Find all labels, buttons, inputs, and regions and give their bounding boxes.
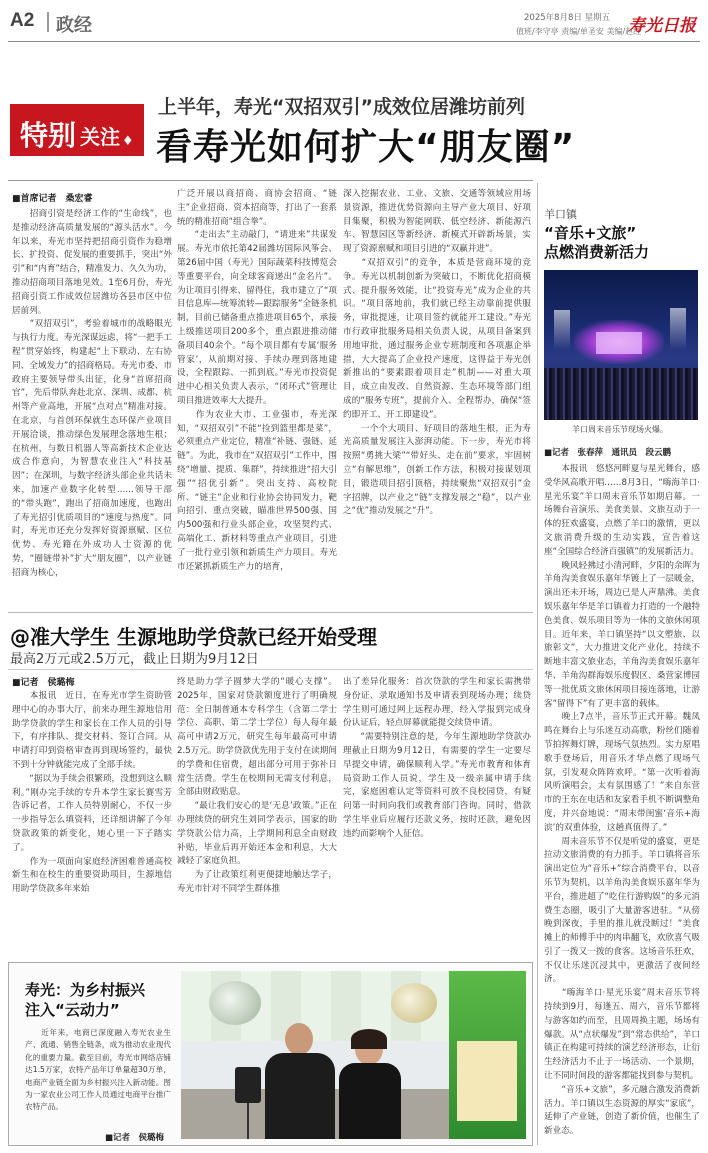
phone-on-tripod: [235, 1067, 261, 1103]
special-subheadline: 上半年，寿光“双招双引”成效位居潍坊前列: [158, 96, 525, 118]
man-head: [285, 1023, 313, 1055]
loan-subheadline: 最高2万元或2.5万元，截止日期为9月12日: [10, 652, 259, 667]
loan-top-rule: [8, 612, 533, 613]
masthead: [0, 0, 708, 40]
melon-left: [209, 981, 261, 1025]
main-article-col1: 招商引资是经济工作的“生命线”，也是推动经济高质量发展的“源头活水”。今年以来，寿光市坚持把招商引资作为稳增长、扩投资、促发展的重要抓手，突出“外引”和“内育”结合，精准发力、久久为功，推动招商项目落地见效。1至6月份，寿光招商引资工作成效位居潍坊各县市区中位居前列。 “双招双引”，考验着城市的战略眼光与执行力度。寿光深谋远虑，将“一把手工程”贯穿始终，构建起“上下联动、左右协同、全域发力”的招商格局。寿光市委、市政府主要领导带头出征，化身“首席招商官”，先后带队奔赴北京、深圳、成都、杭州等产业高地，开展“点对点”精准对接。在北京，与首创环保就生态环保产业项目开展洽谈，推动绿色发展理念落地生根；在杭州，与数日机器人等高新技术企业达成合作意向，为智慧农业注入“科技基因”；在深圳，与数字经济头部企业共话未来，加速产业数字化转型……领导干部的“带头跑”，跑出了招商加速度，也跑出了寿光招引优质项目的“速度与热度”。同时，寿光市还充分发挥好资源禀赋、区位优势、寿光籍在外成功人士资源的优势，“圈链带补”扩大“朋友圈”，以产业链招商为核心，: [12, 209, 172, 578]
special-focus-tag: [10, 104, 144, 156]
rural-body: 近年来，电商已深度融入寿光农业生产、流通、销售全链条，成为推动农业现代化的重要力量。截至目前，寿光市网络店铺达1.5万家，农特产品年订单量超30万单，电商产业链全面为乡村振兴注入新动能。图为一家农业公司工作人员通过电商平台推广农特产品。: [25, 1028, 171, 1112]
issue-date: 2025年8月8日 星期五: [524, 13, 611, 23]
sidebar-location: 羊口镇: [544, 208, 577, 221]
sidebar-byline: ■记者 张春萍 通讯员 段云鹏: [544, 448, 672, 458]
main-byline: ■首席记者 桑宏睿: [12, 194, 93, 204]
rural-byline: ■记者 侯璐梅: [105, 1133, 165, 1143]
sidebar-title-line2: 点燃消费新活力: [544, 243, 650, 261]
sidebar-divider: [537, 183, 538, 1145]
special-tag-sub: 关注: [80, 125, 120, 149]
crowd: [544, 368, 698, 420]
bell-icon: ♦: [122, 134, 134, 149]
loan-article-col2: 终是助力学子圆梦大学的“暖心支撑”。2025年，国家对贷款额度进行了明确规范：全日制普通本专科学生（含第二学士学位、高职、第二学士学位）每人每年最高可申请2万元，研究生每年最高可申请2.5万元。助学贷款优先用于支付在读期间的学费和住宿费，超出部分可用于弥补日常生活费。学生在校期间无需支付利息，全部由财政贴息。 “最让我们安心的是‘无息’政策。”正在办理续贷的研究生刘同学表示，国家的助学贷款公信力高，上学期间利息全由财政补贴，毕业后再开始还本金和利息，大大减轻了家庭负担。 为了让政策红利更便捷地触达学子，寿光市针对不同学生群体推: [177, 677, 337, 894]
photo-caption: 羊口周末音乐节现场火爆。: [572, 425, 668, 434]
banner-bottom-rule: [8, 180, 533, 181]
main-article-col2: 广泛开展以商招商、商协会招商、“链主”企业招商、资本招商等，打出了一套系统的精准招商“组合拳”。 “走出去”主动敲门，“请进来”共谋发展。寿光市依托第42届潍坊国际风筝会、第26届中国（寿光）国际蔬菜科技博览会等重要平台，向全球客商递出“金名片”。为让项目引得来、留得住，我市建立了“项目信息库—统筹流转—跟踪服务”全链条机制，目前已储备重点推进项目65个，承接上级推送项目200多个，重点跟进推动储备项目40余个。“每个项目都有专属‘服务管家’，从前期对接、手续办理到落地建设，全程跟踪、一抓到底。”寿光市投资促进中心相关负责人表示，“闭环式”管理让项目推进效率大大提升。 作为农业大市、工业强市，寿光深知，“双招双引”不能“捡到篮里都是菜”，必须重点产业定位，精准“补链、强链、延链”。为此，我市在“双招双引”工作中，围绕“增量、提质、集群”，持续推进“招大引强”“招优引新”。突出支持、高校院所、“链主”企业和行业协会协同发力，靶向招引、重点突破，瞄准世界500强、国内500强和行业头部企业，攻坚契约式、高端化工、新材料等重点产业项目，引进了一批行业引领和新质生产力项目。寿光市还紧抓新质生产力的培育，: [177, 189, 337, 572]
rural-headline-line1: 寿光：为乡村振兴: [25, 981, 146, 999]
paper-logo: 寿光日报: [628, 16, 696, 36]
page-number: A2: [10, 10, 35, 31]
rural-photo-box: [8, 962, 533, 1146]
woman-hair: [351, 1029, 387, 1049]
sidebar-body: 本报讯 悠悠河畔夏与星光舞台，感受华风高歌开唱……8月3日，“嗨海羊口·星光乐宴”羊口周末音乐节如期启幕。一场舞台音演乐、美食美景、文旅互动于一体的狂欢盛宴，点燃了羊口的激情，更以文旅消费升级的生动实践，宣告着这座“全国综合经济百强镇”的发展新活力。 晚风轻拂过小清河畔，夕阳的余晖为羊角沟美食娱乐嘉年华镀上了一层暖金，演出还未开场，周边已是人声鼎沸。美食娱乐嘉年华是羊口镇着力打造的一个融特色美食、娱乐项目等为一体的文旅休闲项目。近年来，羊口镇坚持“以文塑旅、以旅彰文”，大力推进文化产业化，持续不断地丰富文旅业态，羊角沟美食娱乐嘉年华、羊角沟群海娱乐度假区、桑营家博园等一批优质文旅休闲项目接连落地，让游客“留得下”有了更丰富的载体。 晚上7点半，音乐节正式开幕。魏凤鸣在舞台上与乐迷互动高歌，粉丝们随着节拍挥舞灯牌，现场气氛热烈。实力原唱歌手登场后，用音乐才华点燃了现场气氛，引发观众阵阵欢呼。“第一次听着海风听演唱会，太有氛围感了！”来自东营市的王东在电话和友家看手机不断调整角度，并兴奋地说：“周末带闺蜜‘音乐+海滨’的双重体验，这趟真值得了。” 周末音乐节不仅是听觉的盛宴，更是拉动文旅消费的有力抓手。羊口镇将音乐演出定位为“音乐+”综合消费平台，以音乐节为契机，以羊角沟美食娱乐嘉年华为平台，推进超了“吃住行游购娱”的多元消费生态圈，吸引了大量游客进驻。“从傍晚到深夜，手里的推儿就没断过！”美食摊上的师傅手中的肉串翻飞，欢欣喜气吸引了一拨又一拨的食客。这场音乐狂欢，不仅让乐迷沉浸其中，更激活了夜间经济。 “嗨海羊口·星光乐宴”周末音乐节将持续到9月，每逢五、周六，音乐节都将与游客如约而至，且周周换主题，场场有爆款。从“点状爆发”到“常态供给”，羊口镇正在构建可持续的演艺经济形态，让衍生经济活力不止于一场活动、一个景期，让不同时间段的游客都能找到参与契机。 “音乐+文旅”，多元融合激发消费新活力。羊口镇以生态资源的厚实“家底”，延伸了产业链，创造了新价值，也催生了新业态。: [544, 464, 700, 1137]
melon-right: [391, 983, 437, 1023]
main-article-col3: 深入挖掘农业、工业、文旅、交通等领域应用场景资源，推进优势资源向主导产业大项目、好项目集聚，积极为智能网联、低空经济、新能源汽车、智慧园区等新经济、新模式开辟新场景，实现了资源禀赋和项目引进的“双赢并进”。 “双招双引”的竞争，本质是营商环境的竞争。寿光以机制创新为突破口，不断优化招商模式、提升服务效能，让“投资寿光”成为企业的共识。“项目落地前，我们就已经主动靠前提供服务，审批提速，让项目签约就能开工建设。”寿光市行政审批服务局相关负责人说，从项目备案到用地审批，通过服务企业专班制度和各项惠企举措，大大提高了企业投产速度，这得益于寿光创新推出的“要素跟着项目走”机制——对重大项目，成立由发改、自然资源、生态环境等部门组成的“服务专班”，提前介入、全程帮办，确保“签约即开工、开工即建设”。 一个个大项目、好项目的落地生根，正为寿光高质量发展注入澎湃动能。下一步，寿光市将按照“勇挑大梁”“带好头、走在前”要求，牢固树立“有解思维”，创新工作方法，积极对接谋划项目，锻造项目招引顶格，持续聚焦“双招双引”金字招牌，以产业之“链”支撑发展之“稳”，以产业之“优”推动发展之“升”。: [343, 189, 531, 517]
loan-headline: @准大学生 生源地助学贷款已经开始受理: [10, 625, 377, 649]
loan-subhead-rule: [8, 669, 533, 670]
rural-headline-line2: 注入“云动力”: [25, 1001, 120, 1019]
tripod-stand: [247, 1103, 249, 1139]
stage-screen: [596, 332, 642, 354]
poster-panel: [457, 1041, 517, 1121]
special-headline: 看寿光如何扩大“朋友圈”: [156, 127, 576, 168]
livestream-photo: [181, 971, 526, 1139]
special-tag-main: 特别: [20, 119, 77, 152]
editor-credits: 值班/李守亭 责编/单圣安 美编/赵红: [516, 27, 642, 36]
masthead-rule: [8, 41, 700, 42]
concert-photo: [544, 270, 698, 420]
sidebar-title-line1: “音乐+文旅”: [544, 224, 637, 242]
spotlight-left: [554, 310, 570, 350]
loan-article-col3: 出了差异化服务：首次贷款的学生和家长需携带身份证、录取通知书及申请表到现场办理；续贷学生则可通过网上远程办理，经入学报到完成身份认证后，轻点屏幕就能提交续贷申请。 “需要特别注意的是，今年生源地助学贷款办理截止日期为9月12日，有需要的学生一定要尽早提交申请，确保顺利入学。”寿光市教育和体育局资助工作人员说，学生及一级亲属申请手续完，家庭困难认定等资料可放不良校园贷，有疑问第一时间向我们或教育部门咨询。同时，借款学生毕业后应履行还款义务，按时还款，避免因违约而影响个人征信。: [343, 677, 531, 839]
loan-byline: ■记者 侯璐梅: [12, 678, 75, 688]
woman-body: [339, 1063, 401, 1139]
spotlight-right: [670, 308, 686, 350]
man-body: [265, 1053, 335, 1139]
section-name: 政经: [56, 15, 92, 36]
loan-article-col1: 本报讯 近日，在寿光市学生资助管理中心的办事大厅，前来办理生源地信用助学贷款的学生和家长在工作人员的引导下，有序排队、提交材料、签订合同。从申请打印到资格审查再到现场签约，最快不到十分钟就能完成了全部手续。 “据以为手续会很繁琐，没想到这么顺利。”刚办完手续的专升本学生家长赛雪芳告诉记者，工作人员特别耐心，不仅一步一步指导怎么填资料，还详细讲解了今年贷款政策的新变化，她心里一下子踏实了。 作为一项面向家庭经济困难普通高校新生和在校生的重要资助项目，生源地信用助学贷款多年来始: [12, 691, 172, 895]
masthead-divider: [47, 12, 49, 32]
